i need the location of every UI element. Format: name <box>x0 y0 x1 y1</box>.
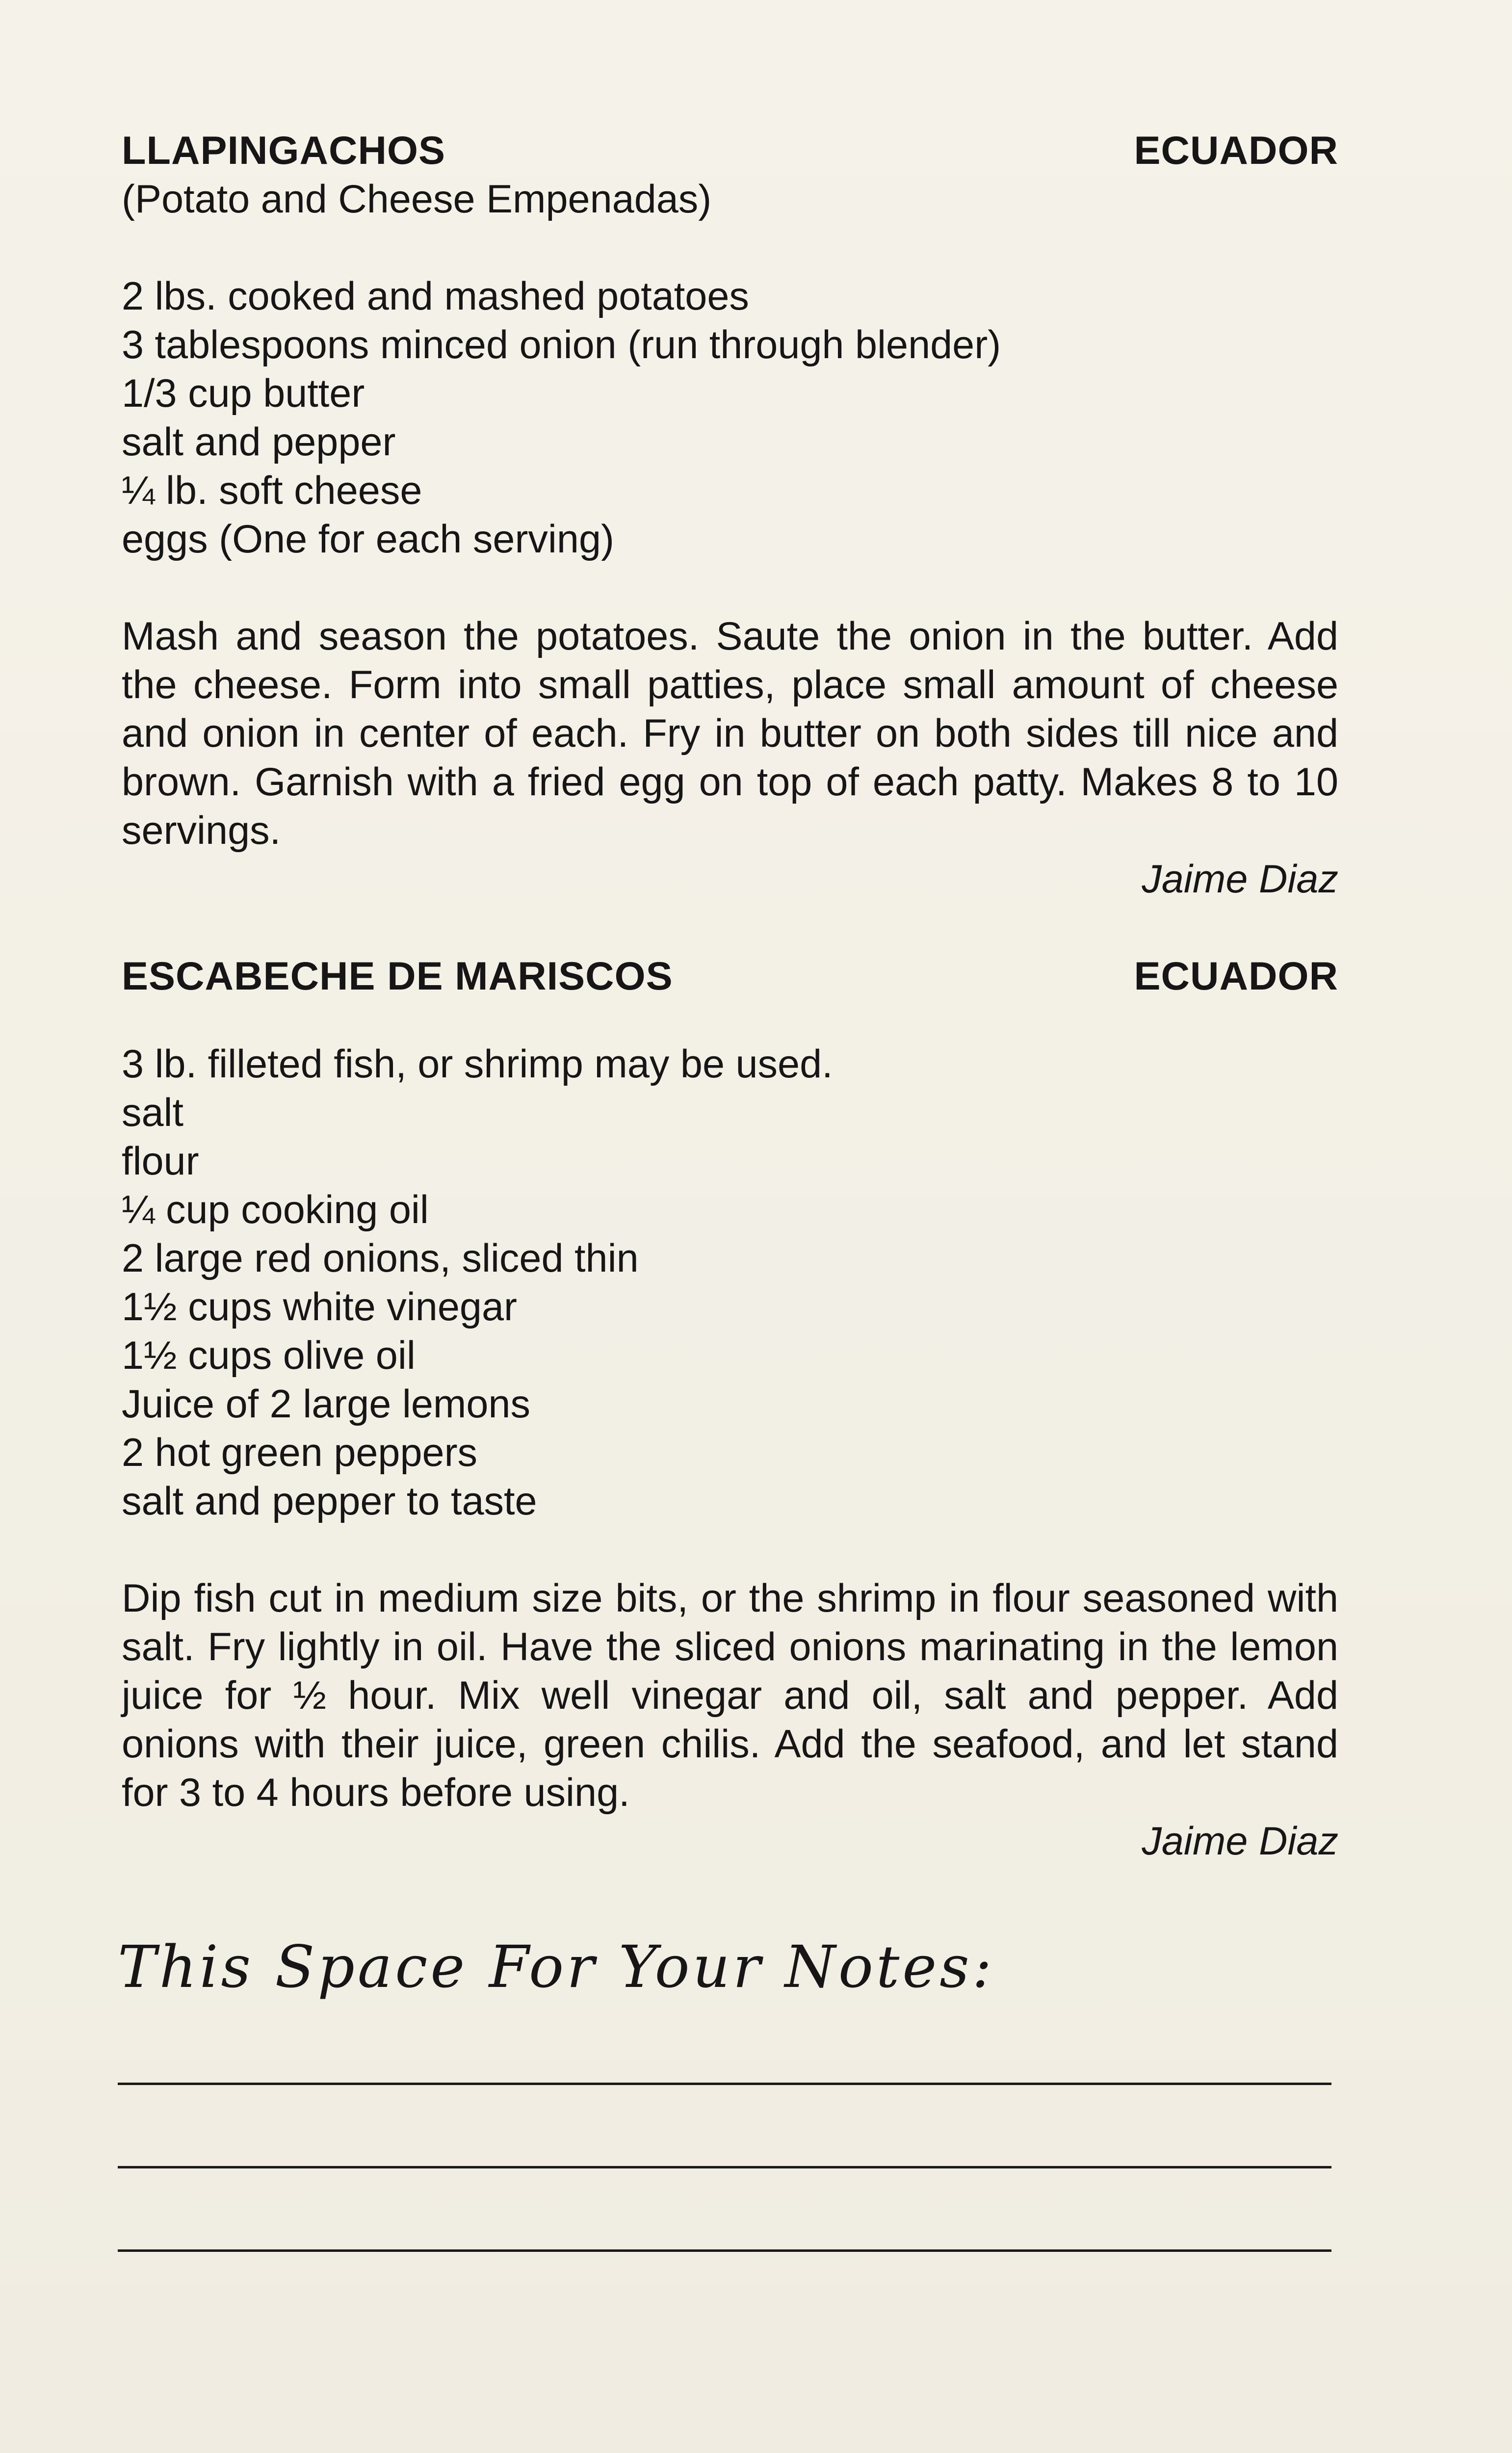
recipe-subtitle: (Potato and Cheese Empenadas) <box>122 177 712 221</box>
recipe-directions: Mash and season the potatoes. Saute the onion in the butter. Add the cheese. Form into small patties, place small amount of cheese and onion in center of each. Fry in butter on both sides till nice and brown. Garnish with a fried egg on top of each patty. Makes 8 to 10 servings. <box>122 614 1338 853</box>
recipe-title: LLAPINGACHOS <box>122 129 445 173</box>
ingredient-item: 1½ cups white vinegar <box>122 1285 517 1329</box>
ingredient-item: 2 large red onions, sliced thin <box>122 1236 639 1280</box>
notes-line <box>118 2083 1331 2085</box>
recipe-title-row <box>122 127 1338 175</box>
recipe-directions: Dip fish cut in medium size bits, or the shrimp in flour seasoned with salt. Fry lightly in oil. Have the sliced onions marinating in the lemon juice for ½ hour. Mix well vinegar and oil, salt and pepper. Add onions with their juice, green chilis. Add the seafood, and let stand for 3 to 4 hours before using. <box>122 1576 1338 1815</box>
ingredient-list <box>122 272 1338 564</box>
recipe-country: ECUADOR <box>1134 129 1338 173</box>
ingredient-item: 1½ cups olive oil <box>122 1333 416 1378</box>
ingredient-item: 1/3 cup butter <box>122 371 365 416</box>
ingredient-item: salt and pepper to taste <box>122 1479 537 1523</box>
ingredient-item: Juice of 2 large lemons <box>122 1382 530 1426</box>
ingredient-item: salt <box>122 1091 184 1135</box>
ingredient-item: 3 lb. filleted fish, or shrimp may be used. <box>122 1042 833 1086</box>
ingredient-item: eggs (One for each serving) <box>122 517 614 561</box>
recipe-title-row <box>122 952 1338 1001</box>
notes-line <box>118 2166 1331 2168</box>
recipes-column <box>122 127 1338 1866</box>
recipe-title: ESCABECHE DE MARISCOS <box>122 954 673 998</box>
recipe-country: ECUADOR <box>1134 954 1338 998</box>
recipe-author: Jaime Diaz <box>1142 1819 1338 1863</box>
ingredient-item: ¼ lb. soft cheese <box>122 469 422 513</box>
notes-heading: This Space For Your Notes: <box>118 1933 995 2001</box>
ingredient-item: 3 tablespoons minced onion (run through blender) <box>122 323 1001 367</box>
ingredient-item: 2 hot green peppers <box>122 1431 478 1475</box>
recipe-author: Jaime Diaz <box>1142 857 1338 901</box>
ingredient-item: 2 lbs. cooked and mashed potatoes <box>122 274 749 318</box>
ingredient-item: flour <box>122 1139 199 1183</box>
ingredient-item: salt and pepper <box>122 420 396 464</box>
notes-line <box>118 2249 1331 2252</box>
ingredient-item: ¼ cup cooking oil <box>122 1188 429 1232</box>
ingredient-list <box>122 1040 1338 1526</box>
